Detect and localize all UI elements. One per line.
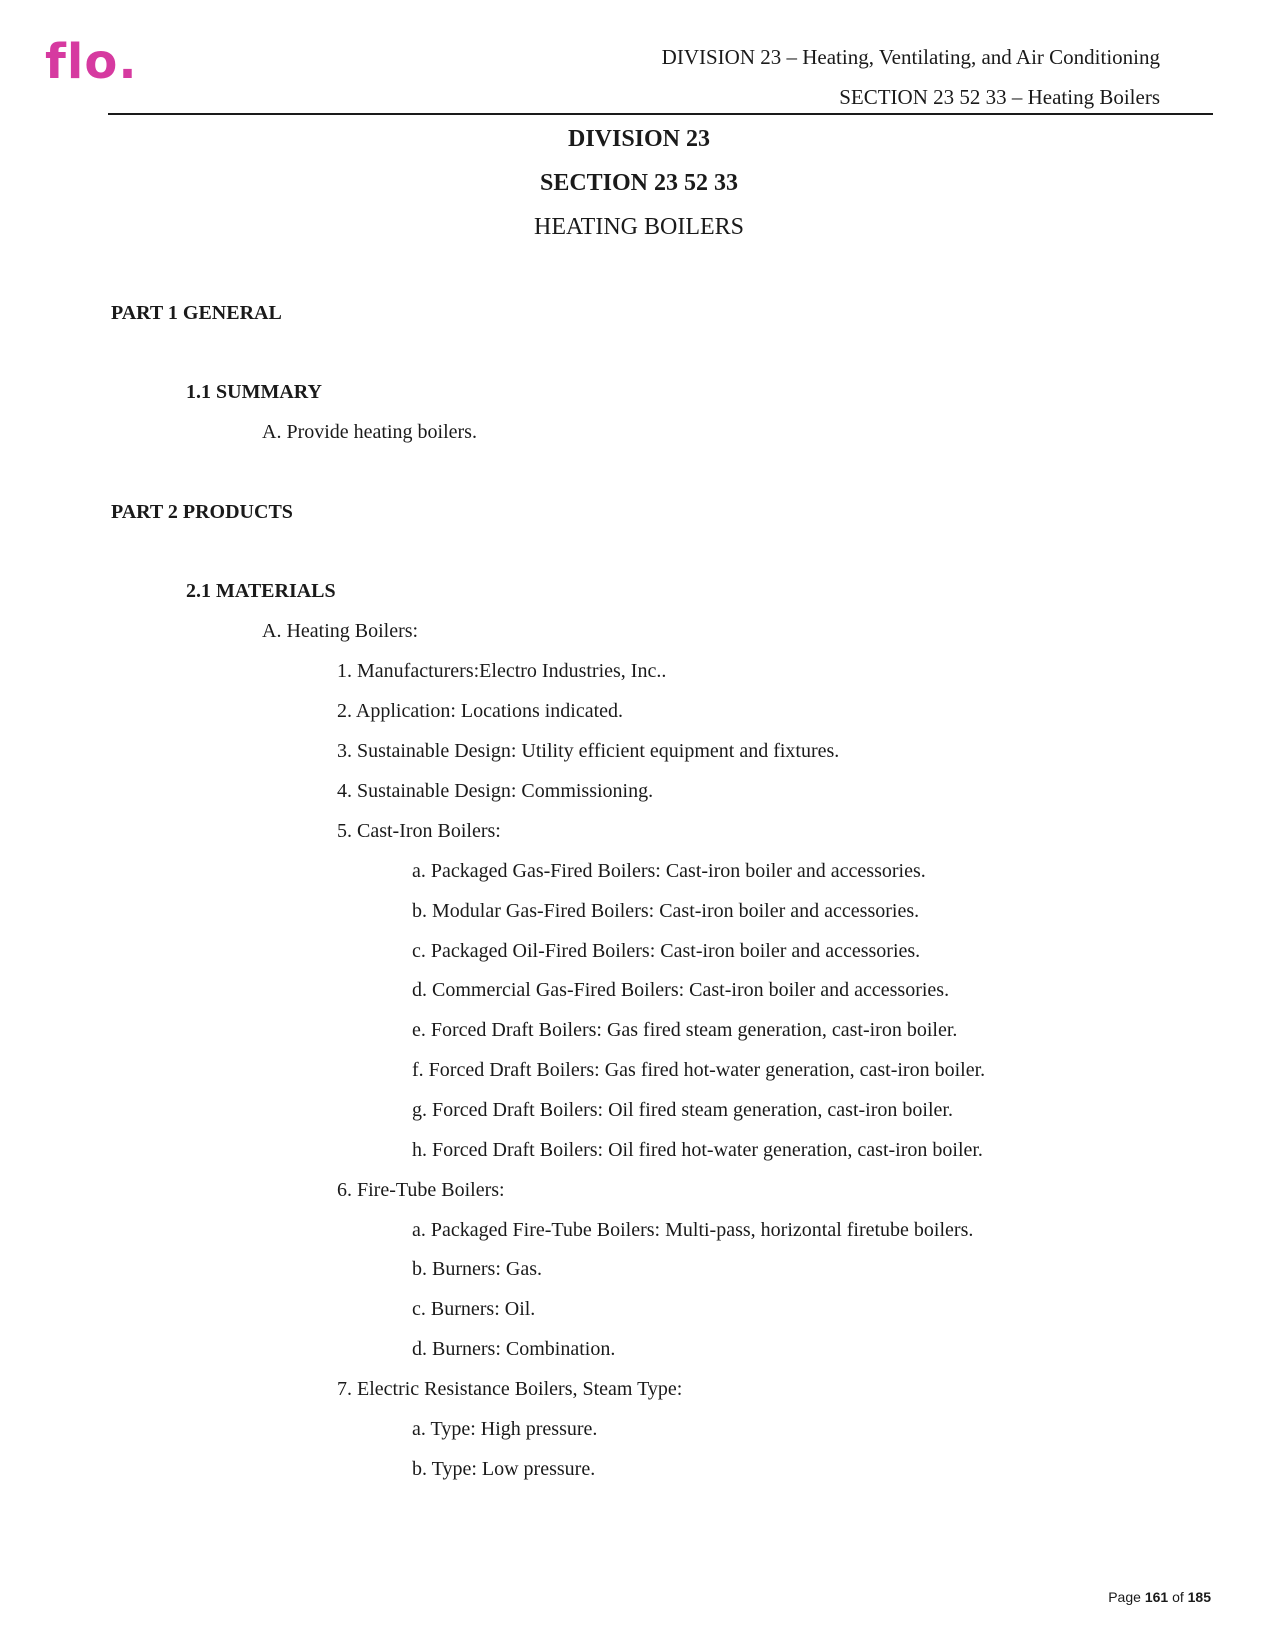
list-item: 4. Sustainable Design: Commissioning. — [337, 780, 654, 802]
summary-heading: 1.1 SUMMARY — [186, 381, 322, 403]
list-item: d. Burners: Combination. — [412, 1338, 616, 1360]
page-number — [1108, 1589, 1211, 1605]
list-item: 6. Fire-Tube Boilers: — [337, 1179, 505, 1201]
part1-heading: PART 1 GENERAL — [111, 302, 282, 324]
list-item: 2. Application: Locations indicated. — [337, 700, 624, 722]
header-divider — [108, 113, 1213, 115]
summary-item-a: A. Provide heating boilers. — [262, 421, 477, 443]
list-item: b. Burners: Gas. — [412, 1258, 542, 1280]
list-item: c. Burners: Oil. — [412, 1298, 536, 1320]
materials-item-a: A. Heating Boilers: — [262, 620, 419, 642]
list-item: g. Forced Draft Boilers: Oil fired steam generation, cast-iron boiler. — [412, 1099, 953, 1121]
list-item: h. Forced Draft Boilers: Oil fired hot-water generation, cast-iron boiler. — [412, 1139, 983, 1161]
list-item: 3. Sustainable Design: Utility efficient equipment and fixtures. — [337, 740, 840, 762]
page-label: Page — [1108, 1589, 1141, 1605]
title-section: SECTION 23 52 33 — [539, 170, 739, 196]
list-item: 5. Cast-Iron Boilers: — [337, 820, 501, 842]
list-item: 7. Electric Resistance Boilers, Steam Type: — [337, 1378, 683, 1400]
page-of: of — [1172, 1589, 1184, 1605]
page-current: 161 — [1144, 1589, 1169, 1605]
title-division: DIVISION 23 — [567, 126, 711, 152]
list-item: b. Type: Low pressure. — [412, 1458, 596, 1480]
list-item: a. Type: High pressure. — [412, 1418, 598, 1440]
list-item: b. Modular Gas-Fired Boilers: Cast-iron boiler and accessories. — [412, 900, 920, 922]
list-item: 1. Manufacturers:Electro Industries, Inc.. — [337, 660, 667, 682]
header-section: SECTION 23 52 33 – Heating Boilers — [839, 85, 1160, 109]
list-item: a. Packaged Fire-Tube Boilers: Multi-pass, horizontal firetube boilers. — [412, 1219, 974, 1241]
list-item: c. Packaged Oil-Fired Boilers: Cast-iron boiler and accessories. — [412, 940, 921, 962]
list-item: a. Packaged Gas-Fired Boilers: Cast-iron boiler and accessories. — [412, 860, 926, 882]
flo-logo: flo. — [45, 34, 138, 90]
list-item: f. Forced Draft Boilers: Gas fired hot-water generation, cast-iron boiler. — [412, 1059, 986, 1081]
page-total: 185 — [1187, 1589, 1211, 1605]
list-item: d. Commercial Gas-Fired Boilers: Cast-iron boiler and accessories. — [412, 979, 950, 1001]
part2-heading: PART 2 PRODUCTS — [111, 501, 293, 523]
materials-heading: 2.1 MATERIALS — [186, 580, 336, 602]
title-name: HEATING BOILERS — [534, 214, 744, 240]
list-item: e. Forced Draft Boilers: Gas fired steam generation, cast-iron boiler. — [412, 1019, 958, 1041]
header-division: DIVISION 23 – Heating, Ventilating, and Air Conditioning — [661, 45, 1160, 69]
